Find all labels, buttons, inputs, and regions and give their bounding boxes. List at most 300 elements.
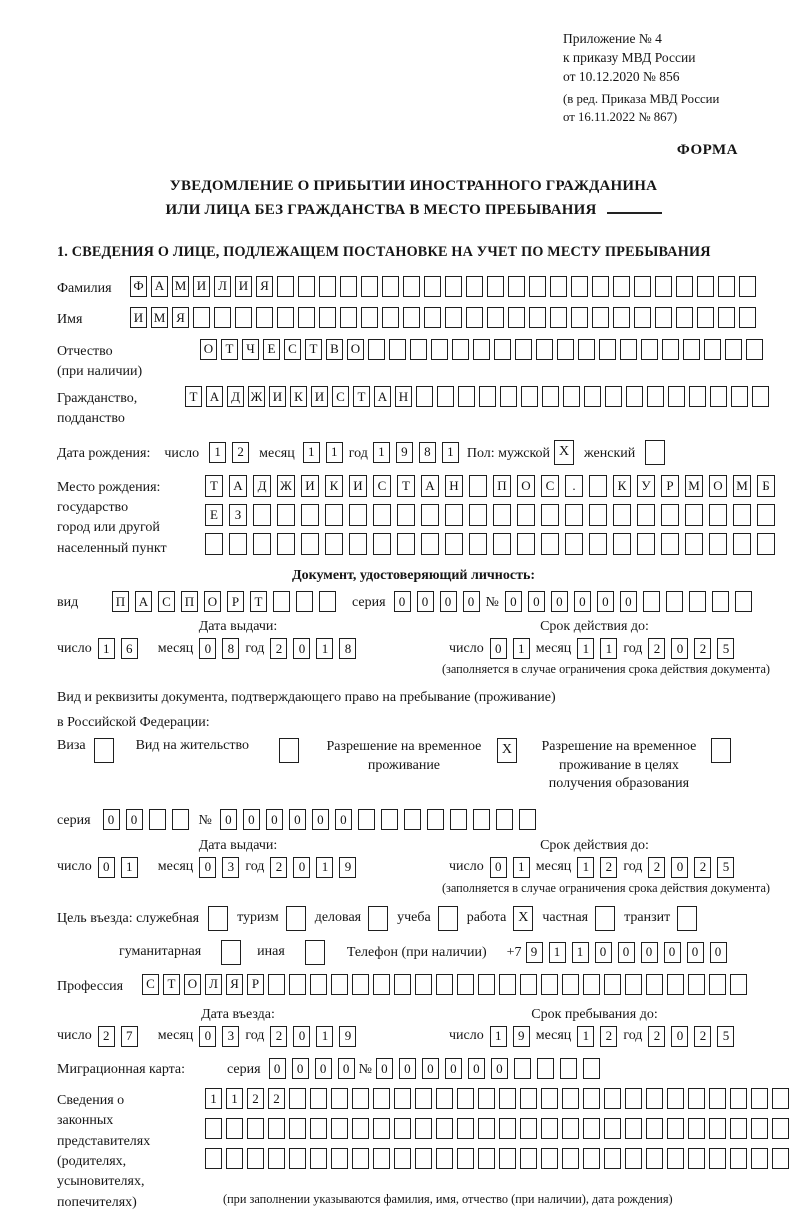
char-cell[interactable]: 0 — [618, 942, 635, 963]
char-cell[interactable] — [436, 1088, 453, 1109]
char-cell[interactable] — [688, 1088, 705, 1109]
char-cell[interactable]: М — [151, 307, 168, 328]
char-cell[interactable]: З — [229, 504, 247, 526]
char-cell[interactable] — [757, 533, 775, 555]
char-cell[interactable] — [550, 276, 567, 297]
char-cell[interactable] — [373, 974, 390, 995]
char-cell[interactable]: В — [326, 339, 343, 360]
char-cell[interactable] — [733, 533, 751, 555]
char-cell[interactable]: 0 — [671, 857, 688, 878]
char-cell[interactable]: О — [204, 591, 221, 612]
char-cell[interactable] — [584, 386, 601, 407]
birthplace-boxes-row2[interactable] — [205, 504, 775, 526]
char-cell[interactable] — [589, 504, 607, 526]
char-cell[interactable] — [625, 974, 642, 995]
birth-month-boxes[interactable] — [303, 442, 343, 463]
char-cell[interactable] — [268, 974, 285, 995]
char-cell[interactable]: Н — [445, 475, 463, 497]
char-cell[interactable] — [508, 307, 525, 328]
guardians-boxes-row3[interactable] — [205, 1148, 789, 1169]
char-cell[interactable] — [221, 940, 241, 965]
char-cell[interactable] — [436, 974, 453, 995]
char-cell[interactable] — [487, 276, 504, 297]
permit-valid-year-boxes[interactable] — [648, 857, 734, 878]
char-cell[interactable] — [373, 1118, 390, 1139]
char-cell[interactable]: 0 — [289, 809, 306, 830]
char-cell[interactable] — [709, 1118, 726, 1139]
char-cell[interactable]: 1 — [316, 857, 333, 878]
char-cell[interactable]: 0 — [687, 942, 704, 963]
char-cell[interactable] — [521, 386, 538, 407]
char-cell[interactable] — [667, 1118, 684, 1139]
char-cell[interactable] — [358, 809, 375, 830]
char-cell[interactable]: 0 — [710, 942, 727, 963]
char-cell[interactable]: 0 — [243, 809, 260, 830]
char-cell[interactable] — [325, 504, 343, 526]
char-cell[interactable] — [478, 1118, 495, 1139]
char-cell[interactable]: Т — [163, 974, 180, 995]
purpose-transit-checkbox[interactable] — [677, 906, 697, 931]
char-cell[interactable] — [709, 533, 727, 555]
char-cell[interactable] — [550, 307, 567, 328]
char-cell[interactable] — [514, 1058, 531, 1079]
char-cell[interactable]: 0 — [641, 942, 658, 963]
char-cell[interactable] — [689, 386, 706, 407]
char-cell[interactable] — [340, 307, 357, 328]
char-cell[interactable]: У — [637, 475, 655, 497]
char-cell[interactable]: 3 — [222, 857, 239, 878]
char-cell[interactable] — [437, 386, 454, 407]
char-cell[interactable] — [415, 1118, 432, 1139]
char-cell[interactable] — [452, 339, 469, 360]
char-cell[interactable] — [289, 974, 306, 995]
char-cell[interactable] — [253, 533, 271, 555]
char-cell[interactable] — [404, 809, 421, 830]
permit-number-boxes[interactable] — [220, 809, 536, 830]
guardians-boxes-row1[interactable] — [205, 1088, 789, 1109]
char-cell[interactable] — [310, 1118, 327, 1139]
char-cell[interactable] — [331, 1088, 348, 1109]
char-cell[interactable]: К — [290, 386, 307, 407]
char-cell[interactable] — [438, 906, 458, 931]
doc-issue-day-boxes[interactable] — [98, 638, 138, 659]
char-cell[interactable]: 1 — [209, 442, 226, 463]
profession-boxes[interactable] — [142, 974, 747, 995]
char-cell[interactable]: 1 — [442, 442, 459, 463]
char-cell[interactable] — [373, 504, 391, 526]
char-cell[interactable] — [415, 974, 432, 995]
char-cell[interactable]: 0 — [269, 1058, 286, 1079]
char-cell[interactable] — [289, 1118, 306, 1139]
char-cell[interactable]: 0 — [293, 1026, 310, 1047]
char-cell[interactable] — [571, 276, 588, 297]
char-cell[interactable]: 2 — [247, 1088, 264, 1109]
char-cell[interactable]: 0 — [468, 1058, 485, 1079]
char-cell[interactable]: И — [301, 475, 319, 497]
char-cell[interactable] — [662, 339, 679, 360]
char-cell[interactable]: 0 — [199, 857, 216, 878]
char-cell[interactable]: Т — [205, 475, 223, 497]
char-cell[interactable] — [208, 906, 228, 931]
char-cell[interactable]: 0 — [491, 1058, 508, 1079]
char-cell[interactable] — [457, 1088, 474, 1109]
char-cell[interactable] — [730, 974, 747, 995]
char-cell[interactable] — [214, 307, 231, 328]
char-cell[interactable] — [397, 533, 415, 555]
char-cell[interactable] — [381, 809, 398, 830]
purpose-study-checkbox[interactable] — [438, 906, 458, 931]
purpose-tourism-checkbox[interactable] — [286, 906, 306, 931]
char-cell[interactable]: 1 — [316, 1026, 333, 1047]
char-cell[interactable] — [479, 386, 496, 407]
char-cell[interactable] — [445, 276, 462, 297]
char-cell[interactable] — [496, 809, 513, 830]
char-cell[interactable]: Т — [221, 339, 238, 360]
char-cell[interactable] — [634, 307, 651, 328]
stay-day-boxes[interactable] — [490, 1026, 530, 1047]
sex-male-checkbox[interactable] — [554, 440, 574, 465]
char-cell[interactable]: 1 — [600, 638, 617, 659]
char-cell[interactable] — [620, 339, 637, 360]
char-cell[interactable] — [520, 1118, 537, 1139]
char-cell[interactable]: 2 — [694, 857, 711, 878]
char-cell[interactable] — [394, 974, 411, 995]
char-cell[interactable] — [340, 276, 357, 297]
char-cell[interactable] — [247, 1148, 264, 1169]
char-cell[interactable]: 2 — [600, 857, 617, 878]
char-cell[interactable]: 9 — [339, 1026, 356, 1047]
char-cell[interactable]: 0 — [293, 638, 310, 659]
char-cell[interactable]: Б — [757, 475, 775, 497]
birth-year-boxes[interactable] — [373, 442, 459, 463]
char-cell[interactable] — [730, 1088, 747, 1109]
permit-issue-year-boxes[interactable] — [270, 857, 356, 878]
char-cell[interactable] — [613, 276, 630, 297]
char-cell[interactable]: П — [493, 475, 511, 497]
char-cell[interactable] — [718, 307, 735, 328]
char-cell[interactable] — [445, 504, 463, 526]
char-cell[interactable]: С — [332, 386, 349, 407]
char-cell[interactable]: 1 — [577, 1026, 594, 1047]
purpose-work-checkbox[interactable] — [513, 906, 533, 931]
char-cell[interactable] — [305, 940, 325, 965]
char-cell[interactable] — [625, 1148, 642, 1169]
char-cell[interactable] — [478, 974, 495, 995]
char-cell[interactable] — [361, 307, 378, 328]
phone-boxes[interactable] — [526, 942, 727, 963]
char-cell[interactable] — [751, 1118, 768, 1139]
char-cell[interactable] — [583, 974, 600, 995]
char-cell[interactable] — [319, 276, 336, 297]
char-cell[interactable]: 2 — [694, 1026, 711, 1047]
surname-boxes[interactable] — [130, 276, 756, 297]
char-cell[interactable] — [661, 533, 679, 555]
char-cell[interactable] — [666, 591, 683, 612]
char-cell[interactable] — [520, 974, 537, 995]
char-cell[interactable]: 8 — [339, 638, 356, 659]
char-cell[interactable]: 0 — [293, 857, 310, 878]
char-cell[interactable]: А — [374, 386, 391, 407]
char-cell[interactable]: 1 — [577, 857, 594, 878]
char-cell[interactable]: К — [613, 475, 631, 497]
char-cell[interactable] — [592, 276, 609, 297]
char-cell[interactable] — [583, 1148, 600, 1169]
char-cell[interactable] — [646, 1148, 663, 1169]
char-cell[interactable] — [373, 1088, 390, 1109]
char-cell[interactable] — [424, 276, 441, 297]
char-cell[interactable]: 2 — [270, 1026, 287, 1047]
char-cell[interactable] — [397, 504, 415, 526]
permit-issue-month-boxes[interactable] — [199, 857, 239, 878]
char-cell[interactable]: 9 — [526, 942, 543, 963]
citizenship-boxes[interactable] — [185, 386, 769, 407]
char-cell[interactable]: 2 — [270, 638, 287, 659]
char-cell[interactable]: 1 — [513, 857, 530, 878]
char-cell[interactable]: 0 — [551, 591, 568, 612]
char-cell[interactable]: Ж — [248, 386, 265, 407]
char-cell[interactable] — [469, 475, 487, 497]
char-cell[interactable] — [685, 504, 703, 526]
permit-series-boxes[interactable] — [103, 809, 189, 830]
char-cell[interactable] — [520, 1088, 537, 1109]
char-cell[interactable] — [688, 1118, 705, 1139]
char-cell[interactable] — [389, 339, 406, 360]
char-cell[interactable] — [149, 809, 166, 830]
char-cell[interactable] — [382, 276, 399, 297]
char-cell[interactable] — [605, 386, 622, 407]
char-cell[interactable] — [772, 1148, 789, 1169]
sex-female-checkbox[interactable] — [645, 440, 665, 465]
char-cell[interactable] — [625, 1088, 642, 1109]
char-cell[interactable] — [751, 1088, 768, 1109]
char-cell[interactable]: О — [200, 339, 217, 360]
char-cell[interactable]: X — [513, 906, 533, 931]
char-cell[interactable] — [352, 1148, 369, 1169]
char-cell[interactable] — [517, 533, 535, 555]
char-cell[interactable] — [457, 1118, 474, 1139]
char-cell[interactable]: 1 — [226, 1088, 243, 1109]
char-cell[interactable]: А — [421, 475, 439, 497]
char-cell[interactable] — [229, 533, 247, 555]
char-cell[interactable] — [710, 386, 727, 407]
char-cell[interactable] — [613, 307, 630, 328]
char-cell[interactable]: 0 — [338, 1058, 355, 1079]
mig-series-boxes[interactable] — [269, 1058, 355, 1079]
char-cell[interactable] — [541, 1148, 558, 1169]
visa-checkbox[interactable] — [94, 738, 114, 763]
permit-issue-day-boxes[interactable] — [98, 857, 138, 878]
char-cell[interactable] — [646, 1118, 663, 1139]
char-cell[interactable]: 0 — [315, 1058, 332, 1079]
char-cell[interactable]: 0 — [490, 638, 507, 659]
char-cell[interactable] — [676, 276, 693, 297]
char-cell[interactable] — [394, 1088, 411, 1109]
char-cell[interactable]: А — [135, 591, 152, 612]
char-cell[interactable]: 2 — [600, 1026, 617, 1047]
char-cell[interactable] — [368, 339, 385, 360]
char-cell[interactable]: Я — [172, 307, 189, 328]
char-cell[interactable] — [499, 1088, 516, 1109]
char-cell[interactable]: Т — [185, 386, 202, 407]
entry-day-boxes[interactable] — [98, 1026, 138, 1047]
char-cell[interactable] — [277, 307, 294, 328]
char-cell[interactable] — [625, 1118, 642, 1139]
char-cell[interactable] — [277, 504, 295, 526]
char-cell[interactable] — [772, 1088, 789, 1109]
char-cell[interactable] — [94, 738, 114, 763]
char-cell[interactable]: 6 — [121, 638, 138, 659]
char-cell[interactable]: 0 — [292, 1058, 309, 1079]
char-cell[interactable]: О — [709, 475, 727, 497]
char-cell[interactable]: 1 — [577, 638, 594, 659]
char-cell[interactable]: Т — [305, 339, 322, 360]
char-cell[interactable] — [436, 1118, 453, 1139]
char-cell[interactable] — [253, 504, 271, 526]
char-cell[interactable] — [751, 1148, 768, 1169]
char-cell[interactable]: П — [181, 591, 198, 612]
char-cell[interactable] — [730, 1118, 747, 1139]
char-cell[interactable] — [739, 307, 756, 328]
char-cell[interactable] — [752, 386, 769, 407]
char-cell[interactable] — [661, 504, 679, 526]
char-cell[interactable]: Я — [226, 974, 243, 995]
char-cell[interactable] — [562, 1118, 579, 1139]
char-cell[interactable] — [352, 974, 369, 995]
char-cell[interactable] — [493, 504, 511, 526]
char-cell[interactable] — [685, 533, 703, 555]
char-cell[interactable]: 0 — [574, 591, 591, 612]
char-cell[interactable]: И — [311, 386, 328, 407]
char-cell[interactable] — [205, 1118, 222, 1139]
char-cell[interactable] — [416, 386, 433, 407]
char-cell[interactable] — [415, 1088, 432, 1109]
char-cell[interactable] — [709, 974, 726, 995]
char-cell[interactable]: 2 — [648, 857, 665, 878]
char-cell[interactable] — [457, 974, 474, 995]
char-cell[interactable] — [529, 307, 546, 328]
doc-valid-year-boxes[interactable] — [648, 638, 734, 659]
doc-type-boxes[interactable] — [112, 591, 336, 612]
char-cell[interactable] — [709, 1148, 726, 1169]
char-cell[interactable] — [349, 533, 367, 555]
char-cell[interactable]: 0 — [266, 809, 283, 830]
char-cell[interactable] — [273, 591, 290, 612]
char-cell[interactable]: 2 — [270, 857, 287, 878]
char-cell[interactable] — [604, 1088, 621, 1109]
purpose-business-checkbox[interactable] — [368, 906, 388, 931]
char-cell[interactable] — [583, 1088, 600, 1109]
char-cell[interactable] — [298, 276, 315, 297]
char-cell[interactable] — [403, 307, 420, 328]
char-cell[interactable] — [562, 1148, 579, 1169]
temp-residence-edu-checkbox[interactable] — [711, 738, 731, 763]
char-cell[interactable] — [529, 276, 546, 297]
char-cell[interactable]: С — [284, 339, 301, 360]
char-cell[interactable]: 0 — [671, 638, 688, 659]
char-cell[interactable] — [410, 339, 427, 360]
char-cell[interactable] — [352, 1088, 369, 1109]
char-cell[interactable]: С — [142, 974, 159, 995]
char-cell[interactable] — [415, 1148, 432, 1169]
char-cell[interactable] — [688, 974, 705, 995]
char-cell[interactable] — [655, 276, 672, 297]
char-cell[interactable]: И — [349, 475, 367, 497]
doc-issue-year-boxes[interactable] — [270, 638, 356, 659]
char-cell[interactable]: П — [112, 591, 129, 612]
char-cell[interactable] — [445, 307, 462, 328]
char-cell[interactable]: 0 — [126, 809, 143, 830]
char-cell[interactable]: 2 — [268, 1088, 285, 1109]
char-cell[interactable] — [268, 1118, 285, 1139]
char-cell[interactable] — [256, 307, 273, 328]
entry-month-boxes[interactable] — [199, 1026, 239, 1047]
char-cell[interactable]: 2 — [648, 638, 665, 659]
char-cell[interactable]: С — [373, 475, 391, 497]
char-cell[interactable]: Д — [253, 475, 271, 497]
char-cell[interactable]: Л — [205, 974, 222, 995]
stay-month-boxes[interactable] — [577, 1026, 617, 1047]
char-cell[interactable]: 1 — [490, 1026, 507, 1047]
patronymic-boxes[interactable] — [200, 339, 763, 360]
char-cell[interactable]: 9 — [396, 442, 413, 463]
char-cell[interactable]: 0 — [490, 857, 507, 878]
permit-valid-day-boxes[interactable] — [490, 857, 530, 878]
char-cell[interactable] — [709, 1088, 726, 1109]
char-cell[interactable] — [352, 1118, 369, 1139]
char-cell[interactable] — [508, 276, 525, 297]
char-cell[interactable] — [562, 974, 579, 995]
char-cell[interactable]: Ф — [130, 276, 147, 297]
char-cell[interactable] — [193, 307, 210, 328]
stay-year-boxes[interactable] — [648, 1026, 734, 1047]
char-cell[interactable] — [298, 307, 315, 328]
char-cell[interactable]: 1 — [121, 857, 138, 878]
char-cell[interactable]: 0 — [620, 591, 637, 612]
char-cell[interactable]: А — [151, 276, 168, 297]
char-cell[interactable] — [560, 1058, 577, 1079]
char-cell[interactable]: 0 — [528, 591, 545, 612]
char-cell[interactable] — [542, 386, 559, 407]
char-cell[interactable] — [431, 339, 448, 360]
char-cell[interactable] — [772, 1118, 789, 1139]
char-cell[interactable]: 0 — [199, 638, 216, 659]
char-cell[interactable] — [226, 1148, 243, 1169]
char-cell[interactable] — [583, 1058, 600, 1079]
char-cell[interactable] — [536, 339, 553, 360]
char-cell[interactable] — [500, 386, 517, 407]
char-cell[interactable]: 0 — [335, 809, 352, 830]
char-cell[interactable] — [668, 386, 685, 407]
char-cell[interactable] — [469, 533, 487, 555]
char-cell[interactable] — [613, 504, 631, 526]
char-cell[interactable]: 2 — [98, 1026, 115, 1047]
guardians-boxes-row2[interactable] — [205, 1118, 789, 1139]
char-cell[interactable] — [537, 1058, 554, 1079]
char-cell[interactable] — [541, 504, 559, 526]
char-cell[interactable]: 8 — [222, 638, 239, 659]
char-cell[interactable] — [515, 339, 532, 360]
char-cell[interactable] — [563, 386, 580, 407]
char-cell[interactable] — [499, 974, 516, 995]
char-cell[interactable]: Т — [353, 386, 370, 407]
char-cell[interactable] — [646, 974, 663, 995]
char-cell[interactable] — [394, 1148, 411, 1169]
char-cell[interactable]: 5 — [717, 1026, 734, 1047]
char-cell[interactable]: . — [565, 475, 583, 497]
char-cell[interactable] — [469, 504, 487, 526]
char-cell[interactable] — [301, 533, 319, 555]
char-cell[interactable] — [677, 906, 697, 931]
